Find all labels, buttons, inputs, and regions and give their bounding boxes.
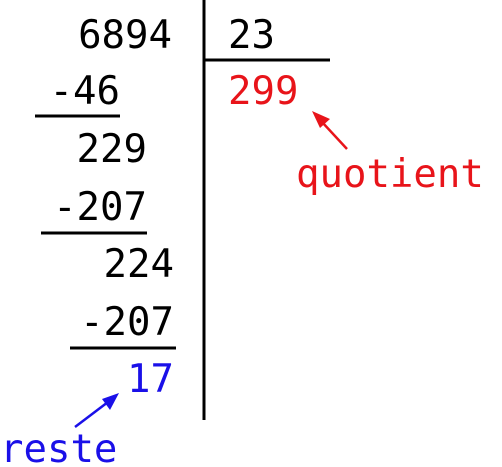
dividend: 6894 [78, 13, 172, 58]
remainder-value: 17 [127, 357, 174, 402]
step-2-partial-remainder: 224 [103, 242, 174, 287]
divisor: 23 [228, 13, 275, 58]
remainder-arrow-icon [75, 393, 119, 427]
step-2-subtrahend: -207 [53, 185, 147, 230]
quotient-label: quotient [296, 152, 484, 197]
remainder-label: reste [0, 427, 118, 467]
step-1-subtrahend: -46 [49, 69, 120, 114]
quotient-value: 299 [228, 69, 299, 114]
quotient-arrow-icon [312, 111, 347, 149]
step-3-subtrahend: -207 [80, 300, 174, 345]
step-1-partial-remainder: 229 [76, 127, 147, 172]
